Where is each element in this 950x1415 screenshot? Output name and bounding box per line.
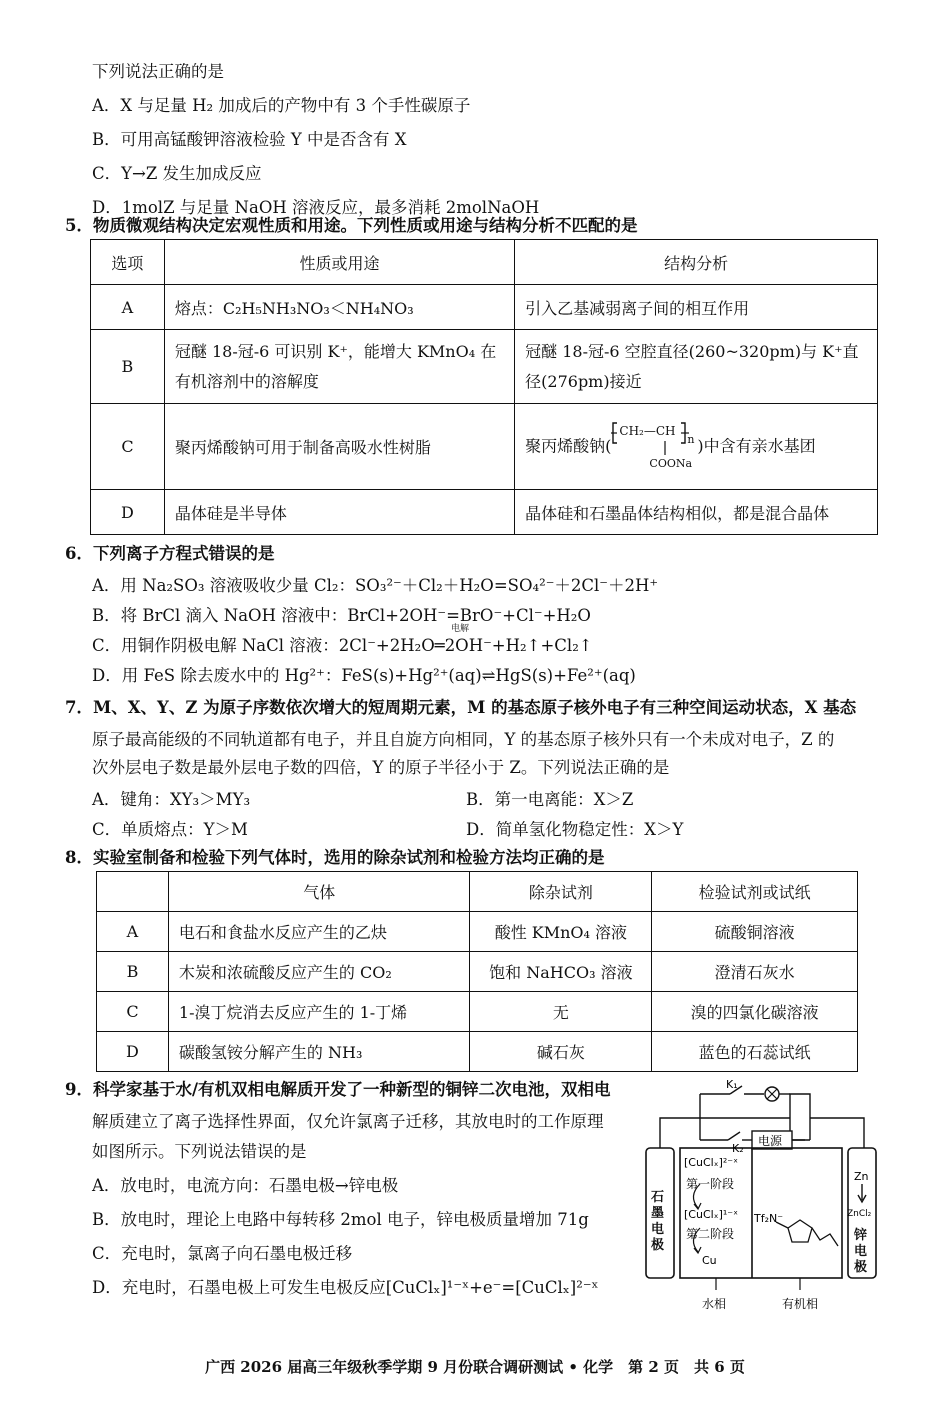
label-stage2: 第二阶段 — [686, 1227, 735, 1241]
q5-row-d-property: 晶体硅是半导体 — [164, 490, 514, 535]
q6-option-b: B．将 BrCl 滴入 NaOH 溶液中：BrCl+2OH⁻=BrO⁻+Cl⁻+H₂O — [92, 606, 591, 625]
q5-row-a-property: 熔点：C₂H₅NH₃NO₃＜NH₄NO₃ — [164, 285, 514, 330]
q6-option-d: D．用 FeS 除去废水中的 Hg²⁺：FeS(s)+Hg²⁺(aq)⇌HgS(s)+Fe²⁺(aq) — [92, 666, 636, 685]
q5-row-c-option: C — [91, 404, 165, 490]
q6-option-c: C．用铜作阴极电解 NaCl 溶液：2Cl⁻+2H₂O═2OH⁻+H₂↑+Cl₂↑ — [92, 636, 593, 655]
q9-option-b: B．放电时，理论上电路中每转移 2mol 电子，锌电极质量增加 71g — [92, 1210, 589, 1229]
q7-stem-line-3: 次外层电子数是最外层电子数的四倍，Y 的原子半径小于 Z。下列说法正确的是 — [92, 758, 670, 777]
q8-row-c-test: 溴的四氯化碳溶液 — [652, 992, 858, 1032]
q8-row-b-gas: 木炭和浓硫酸反应产生的 CO₂ — [168, 952, 470, 992]
q9-stem-line-3: 如图所示。下列说法错误的是 — [92, 1142, 307, 1161]
imidazolium-ring — [788, 1220, 812, 1242]
q6-stem: 6．下列离子方程式错误的是 — [65, 544, 275, 563]
q4-option-a: A．X 与足量 H₂ 加成后的产物中有 3 个手性碳原子 — [92, 96, 471, 115]
label-zn: Zn — [854, 1170, 869, 1183]
q8-row-a-purifier: 酸性 KMnO₄ 溶液 — [470, 912, 652, 952]
q7-stem-line-1: 7．M、X、Y、Z 为原子序数依次增大的短周期元素，M 的基态原子核外电子有三种空间运动状态，X 基态 — [65, 698, 857, 717]
q5-row-c-structure-suffix: )中含有亲水基团 — [697, 436, 816, 455]
q5-row-c-structure-prefix: 聚丙烯酸钠( — [525, 436, 612, 455]
k2-switch — [728, 1132, 740, 1140]
q5-row-b-option: B — [91, 330, 165, 404]
label-complex1: [CuClₓ]²⁻ˣ — [684, 1156, 738, 1169]
q4-option-b: B．可用高锰酸钾溶液检验 Y 中是否含有 X — [92, 130, 407, 149]
q9-option-d: D．充电时，石墨电极上可发生电极反应[CuClₓ]¹⁻ˣ+e⁻=[CuClₓ]²⁻ˣ — [92, 1278, 599, 1297]
polymer-formula-sub: COONa — [649, 456, 693, 470]
polymer-formula — [611, 419, 697, 475]
label-water-phase: 水相 — [702, 1297, 727, 1311]
label-stage1: 第一阶段 — [686, 1177, 735, 1191]
q8-header-test: 检验试剂或试纸 — [652, 872, 858, 912]
q8-row-c-option: C — [97, 992, 169, 1032]
q9-option-c: C．充电时，氯离子向石墨电极迁移 — [92, 1244, 353, 1263]
q7-option-c: C．单质熔点：Y＞M — [92, 820, 248, 839]
battery-diagram — [640, 1076, 880, 1316]
q5-table — [90, 239, 878, 535]
label-k1: K₁ — [726, 1078, 738, 1091]
q8-header-gas: 气体 — [168, 872, 470, 912]
q8-row-b-purifier: 饱和 NaHCO₃ 溶液 — [470, 952, 652, 992]
q8-row-c-purifier: 无 — [470, 992, 652, 1032]
q8-stem: 8．实验室制备和检验下列气体时，选用的除杂试剂和检验方法均正确的是 — [65, 848, 605, 867]
q5-row-a-structure: 引入乙基减弱离子间的相互作用 — [515, 285, 878, 330]
q8-row-b-option: B — [97, 952, 169, 992]
q5-row-c-structure — [515, 404, 878, 490]
label-tf2n: Tf₂N⁻ — [754, 1212, 784, 1225]
polymer-formula-top: CH₂—CH — [619, 423, 676, 438]
q8-row-d-test: 蓝色的石蕊试纸 — [652, 1032, 858, 1072]
q4-option-c: C．Y→Z 发生加成反应 — [92, 164, 262, 183]
label-zinc-electrode: 锌电极 — [854, 1228, 868, 1275]
q8-table — [96, 871, 858, 1072]
label-complex2: [CuClₓ]¹⁻ˣ — [684, 1208, 738, 1221]
q5-row-d-option: D — [91, 490, 165, 535]
q9-stem-line-1: 9．科学家基于水/有机双相电解质开发了一种新型的铜锌二次电池，双相电 — [65, 1080, 611, 1099]
q8-row-d-gas: 碳酸氢铵分解产生的 NH₃ — [168, 1032, 470, 1072]
q8-row-a-option: A — [97, 912, 169, 952]
q8-row-a-test: 硫酸铜溶液 — [652, 912, 858, 952]
q8-row-d-purifier: 碱石灰 — [470, 1032, 652, 1072]
label-cu: Cu — [702, 1254, 717, 1267]
q5-row-d-structure: 晶体硅和石墨晶体结构相似，都是混合晶体 — [515, 490, 878, 535]
page-footer: 广西 2026 届高三年级秋季学期 9 月份联合调研测试 • 化学 第 2 页 共 6 页 — [205, 1358, 745, 1376]
q4-intro: 下列说法正确的是 — [92, 62, 224, 81]
q5-stem: 5．物质微观结构决定宏观性质和用途。下列性质或用途与结构分析不匹配的是 — [65, 216, 638, 235]
q7-option-b: B．第一电离能：X＞Z — [466, 790, 634, 809]
circuit-wire-k1-branch — [790, 1094, 810, 1118]
q9-option-a: A．放电时，电流方向：石墨电极→锌电极 — [92, 1176, 399, 1195]
circuit-wire-right — [810, 1118, 864, 1148]
q8-row-d-option: D — [97, 1032, 169, 1072]
label-organic-phase: 有机相 — [782, 1297, 819, 1311]
q5-row-c-property: 聚丙烯酸钠可用于制备高吸水性树脂 — [164, 404, 514, 490]
q5-row-b-structure: 冠醚 18-冠-6 空腔直径(260~320pm)与 K⁺直径(276pm)接近 — [515, 330, 878, 404]
electrolysis-condition: 电解 — [451, 624, 470, 634]
q6-option-a: A．用 Na₂SO₃ 溶液吸收少量 Cl₂：SO₃²⁻＋Cl₂＋H₂O=SO₄²⁻＋2Cl⁻＋2H⁺ — [92, 576, 659, 595]
q7-option-d: D．简单氢化物稳定性：X＞Y — [466, 820, 684, 839]
q7-option-a: A．键角：XY₃＞MY₃ — [92, 790, 251, 809]
q8-row-c-gas: 1-溴丁烷消去反应产生的 1-丁烯 — [168, 992, 470, 1032]
q5-header-option: 选项 — [91, 240, 165, 285]
butyl-chain — [812, 1228, 838, 1246]
q9-stem-line-2: 解质建立了离子选择性界面，仅允许氯离子迁移，其放电时的工作原理 — [92, 1112, 604, 1131]
q5-header-structure: 结构分析 — [515, 240, 878, 285]
label-zncl2: ZnCl₂ — [847, 1209, 872, 1219]
polymer-formula-n: n — [687, 432, 695, 446]
q8-header-blank — [97, 872, 169, 912]
q5-row-a-option: A — [91, 285, 165, 330]
q8-row-b-test: 澄清石灰水 — [652, 952, 858, 992]
q4-option-d: D．1molZ 与足量 NaOH 溶液反应，最多消耗 2molNaOH — [92, 198, 540, 217]
q7-stem-line-2: 原子最高能级的不同轨道都有电子，并且自旋方向相同，Y 的基态原子核外只有一个未成对电子，Z 的 — [92, 730, 835, 749]
q8-header-purifier: 除杂试剂 — [470, 872, 652, 912]
label-power: 电源 — [758, 1134, 783, 1148]
q5-header-property: 性质或用途 — [164, 240, 514, 285]
q5-row-b-property: 冠醚 18-冠-6 可识别 K⁺，能增大 KMnO₄ 在有机溶剂中的溶解度 — [164, 330, 514, 404]
label-k2: K₂ — [732, 1142, 744, 1155]
label-graphite-electrode: 石墨电极 — [651, 1190, 665, 1253]
q8-row-a-gas: 电石和食盐水反应产生的乙炔 — [168, 912, 470, 952]
